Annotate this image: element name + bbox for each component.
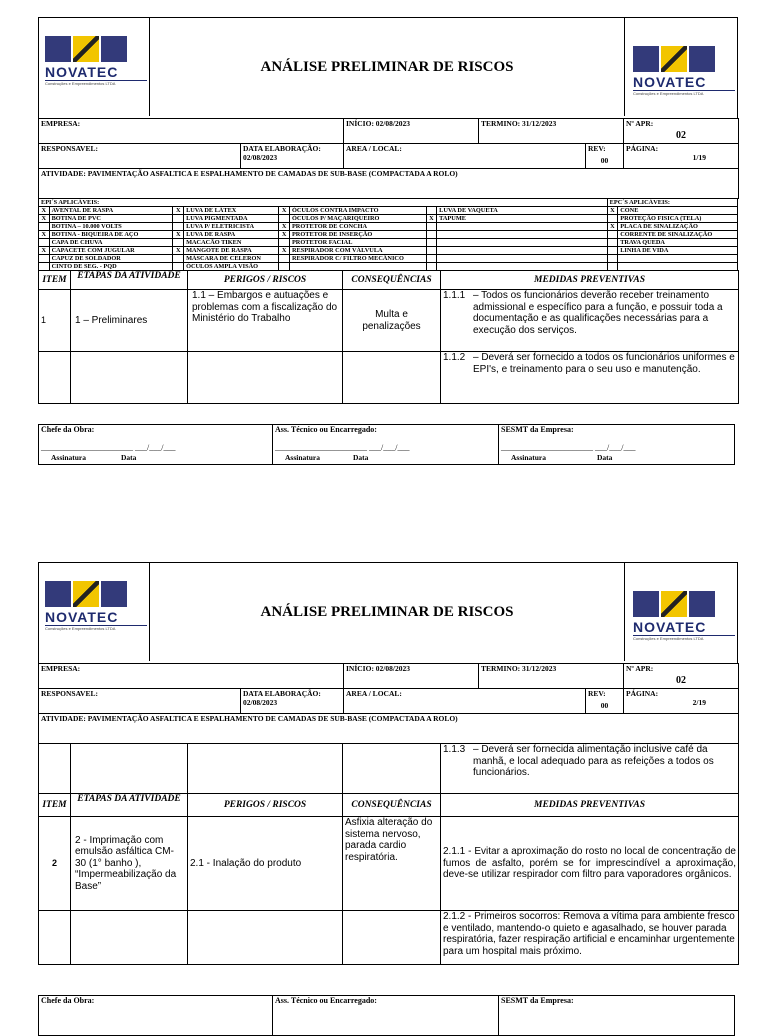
epi-item (437, 223, 608, 231)
epi-row (39, 207, 738, 215)
epi-item: BOTINA - BIQUEIRA DE AÇO (49, 231, 173, 239)
risk-table (38, 743, 739, 965)
apr-cell: Nº APR: 02 (624, 119, 739, 144)
col-item: ITEM (39, 794, 71, 817)
epi-item: PLACA DE SINALIZAÇÃO (618, 223, 738, 231)
epi-mark (426, 255, 437, 263)
chefe-obra-signature: Chefe da Obra: _______________________ ___/___/___ Assinatura Data (39, 425, 273, 465)
header (38, 17, 738, 119)
epi-item: LUVA DE RASPA (184, 231, 279, 239)
epi-mark (607, 231, 618, 239)
epi-mark (39, 239, 50, 247)
epi-item: TRAVA QUEDA (618, 239, 738, 247)
atividade-cell: ATIVIDADE: PAVIMENTAÇÃO ASFALTICA E ESPALHAMENTO DE CAMADAS DE SUB-BASE (COMPACTADA A ROLO) (39, 169, 739, 199)
epi-item: ÓCULOS CONTRA IMPACTO (289, 207, 426, 215)
epi-item: CAPUZ DE SOLDADOR (49, 255, 173, 263)
epi-item (437, 231, 608, 239)
table-row: 1.1.3 – Deverá ser fornecida alimentação inclusive café da manhã, e local adequado para as refeições a todos os funcionários. (39, 744, 739, 794)
epi-item: RESPIRADOR C/ FILTRO MECÂNICO (289, 255, 426, 263)
col-medidas: MEDIDAS PREVENTIVAS (441, 271, 739, 290)
tecnico-signature: Ass. Técnico ou Encarregado: _______________________ ___/___/___ Assinatura Data (273, 425, 499, 465)
epi-mark (279, 239, 290, 247)
epi-item: LUVA P/ ELETRICISTA (184, 223, 279, 231)
epi-item: CAPA DE CHUVA (49, 239, 173, 247)
epi-item (437, 239, 608, 247)
epi-mark (426, 247, 437, 255)
epi-item: LINHA DE VIDA (618, 247, 738, 255)
epi-mark (279, 255, 290, 263)
col-perigos: PERIGOS / RISCOS (188, 271, 343, 290)
epi-mark (607, 239, 618, 247)
epi-item: LUVA PIGMENTADA (184, 215, 279, 223)
logo-right: NOVATEC Construções e Empreendimentos LTDA (624, 563, 737, 661)
chefe-obra-signature: Chefe da Obra: (39, 996, 273, 1036)
epi-row (39, 239, 738, 247)
epi-title: EPI´S APLICÁVEIS: (39, 199, 608, 207)
epi-item (437, 247, 608, 255)
signature-table (38, 995, 735, 1036)
epi-mark (279, 215, 290, 223)
epi-row (39, 247, 738, 255)
inicio-label: INÍCIO: 02/08/2023 (344, 664, 479, 689)
epi-item: CINTO DE SEG. - PQD (49, 263, 173, 271)
rev-cell: REV: 00 (586, 144, 624, 169)
epi-rows-p1 (39, 207, 738, 271)
risk-table (38, 270, 739, 404)
epi-mark (39, 223, 50, 231)
epi-item: PROTEÇÃO FISICA (TELA) (618, 215, 738, 223)
data-elab-cell: DATA ELABORAÇÃO: 02/08/2023 (241, 689, 344, 714)
epi-mark (607, 215, 618, 223)
pagina-cell: PÁGINA: 1/19 (624, 144, 739, 169)
epi-item: RESPIRADOR COM VÁLVULA (289, 247, 426, 255)
sesmt-signature: SESMT da Empresa: (499, 996, 735, 1036)
epi-mark (173, 215, 184, 223)
epi-mark: X (279, 231, 290, 239)
page-title: ANÁLISE PRELIMINAR DE RISCOS (260, 58, 514, 75)
epi-mark: X (426, 215, 437, 223)
epi-item: BOTINA – 10.000 VOLTS (49, 223, 173, 231)
apr-cell: Nº APR: 02 (624, 664, 739, 689)
col-medidas: MEDIDAS PREVENTIVAS (441, 794, 739, 817)
area-local-label: AREA / LOCAL: (344, 689, 586, 714)
epi-item: TAPUME (437, 215, 608, 223)
epi-mark (39, 255, 50, 263)
epi-row (39, 215, 738, 223)
epi-item: PROTETOR DE INSERÇÃO (289, 231, 426, 239)
data-elab-cell: DATA ELABORAÇÃO: 02/08/2023 (241, 144, 344, 169)
epi-row (39, 223, 738, 231)
termino-label: TERMINO: 31/12/2023 (479, 119, 624, 144)
col-consequencias: CONSEQUÊNCIAS (343, 271, 441, 290)
epi-mark (426, 231, 437, 239)
epi-mark: X (173, 207, 184, 215)
epi-item: MANGOTE DE RASPA (184, 247, 279, 255)
epi-item: CONE (618, 207, 738, 215)
logo-left: NOVATEC Construções e Empreendimentos LTDA (39, 563, 150, 661)
epi-mark (173, 239, 184, 247)
epi-table (38, 198, 738, 271)
col-consequencias: CONSEQUÊNCIAS (343, 794, 441, 817)
epi-mark: X (279, 247, 290, 255)
epi-item: MÁSCARA DE CELERON (184, 255, 279, 263)
epi-mark: X (39, 231, 50, 239)
epi-mark: X (607, 223, 618, 231)
epi-mark: X (173, 231, 184, 239)
epi-mark: X (39, 215, 50, 223)
epi-item (437, 255, 608, 263)
epi-item: ÓCULOS P/ MAÇARIQUEIRO (289, 215, 426, 223)
page-2 (38, 562, 738, 1036)
col-etapas: ETAPAS DA ATIVIDADE (71, 271, 188, 290)
sesmt-signature: SESMT da Empresa: _______________________ ___/___/___ Assinatura Data (499, 425, 735, 465)
logo-left: NOVATEC Construções e Empreendimentos LTDA (39, 18, 150, 116)
responsavel-label: RESPONSAVEL: (39, 689, 241, 714)
epi-mark: X (279, 223, 290, 231)
epi-item: CORRENTE DE SINALIZAÇÃO (618, 231, 738, 239)
epi-row (39, 231, 738, 239)
inicio-label: INÍCIO: 02/08/2023 (344, 119, 479, 144)
epi-mark (173, 223, 184, 231)
epi-mark (426, 207, 437, 215)
col-perigos: PERIGOS / RISCOS (188, 794, 343, 817)
epi-mark (426, 239, 437, 247)
termino-label: TERMINO: 31/12/2023 (479, 664, 624, 689)
tecnico-signature: Ass. Técnico ou Encarregado: (273, 996, 499, 1036)
epi-mark: X (173, 247, 184, 255)
empresa-label: EMPRESA: (39, 119, 344, 144)
responsavel-label: RESPONSAVEL: (39, 144, 241, 169)
info-table (38, 118, 739, 199)
col-item: ITEM (39, 271, 71, 290)
page-title: ANÁLISE PRELIMINAR DE RISCOS (260, 603, 514, 620)
epi-item: ÓCULOS AMPLA VISÃO (184, 263, 279, 271)
epi-mark (607, 255, 618, 263)
logo-right: NOVATEC Construções e Empreendimentos LTDA (624, 18, 737, 116)
epi-mark: X (39, 207, 50, 215)
epi-item: LUVA DE LÁTEX (184, 207, 279, 215)
page-1 (38, 17, 738, 465)
epi-item: PROTETOR FACIAL (289, 239, 426, 247)
epi-mark: X (279, 207, 290, 215)
table-row: 1.1.2 – Deverá ser fornecido a todos os funcionários uniformes e EPI's, e treinamento para o seu uso e manutenção. (39, 352, 739, 404)
empresa-label: EMPRESA: (39, 664, 344, 689)
epi-item: AVENTAL DE RASPA (49, 207, 173, 215)
epi-row (39, 255, 738, 263)
epi-item: CAPACETE COM JUGULAR (49, 247, 173, 255)
epi-mark (426, 223, 437, 231)
rev-cell: REV: 00 (586, 689, 624, 714)
header (38, 562, 738, 664)
epi-item (618, 255, 738, 263)
table-row: 2.1.2 - Primeiros socorros: Remova a vítima para ambiente fresco e ventilado, mantendo-o quieto e agasalhado, se houver parada respiratória, fazer respiração artificial e encaminhar urgentemente para um hospital mais próximo. (39, 911, 739, 965)
epi-item: MACACÃO TIKEN (184, 239, 279, 247)
epi-mark (173, 255, 184, 263)
epi-item: PROTETOR DE CONCHA (289, 223, 426, 231)
epi-item: LUVA DE VAQUETA (437, 207, 608, 215)
epi-mark: X (39, 247, 50, 255)
atividade-cell: ATIVIDADE: PAVIMENTAÇÃO ASFALTICA E ESPALHAMENTO DE CAMADAS DE SUB-BASE (COMPACTADA A ROLO) (39, 714, 739, 744)
signature-table (38, 424, 735, 465)
table-row: 1 1 – Preliminares 1.1 – Embargos e autuações e problemas com a fiscalização do Ministério do Trabalho Multa e penalizações 1.1.1 – Todos os funcionários deverão receber treinamento admissional e específico para a função, e possuir toda a documentação e as qualificações necessárias para a execução dos serviços. (39, 290, 739, 352)
epi-mark: X (607, 207, 618, 215)
info-table (38, 663, 739, 744)
pagina-cell: PÁGINA: 2/19 (624, 689, 739, 714)
table-row: 2 2 - Imprimação com emulsão asfáltica CM-30 (1° banho ), “Impermeabilização da Base” 2.1 - Inalação do produto Asfixia alteração do sistema nervoso, parada cardio respiratória. 2.1.1 - Evitar a aproximação do rosto no local de concentração de fumos de asfalto, porém se for imprescindível a aproximação, deve-se utilizar respirador com filtro para vaporadores orgânicos. (39, 817, 739, 911)
col-etapas: ETAPAS DA ATIVIDADE (71, 794, 188, 817)
epc-title: EPC´S APLICÁVEIS: (607, 199, 737, 207)
epi-item: BOTINA DE PVC (49, 215, 173, 223)
area-local-label: AREA / LOCAL: (344, 144, 586, 169)
epi-mark (607, 247, 618, 255)
